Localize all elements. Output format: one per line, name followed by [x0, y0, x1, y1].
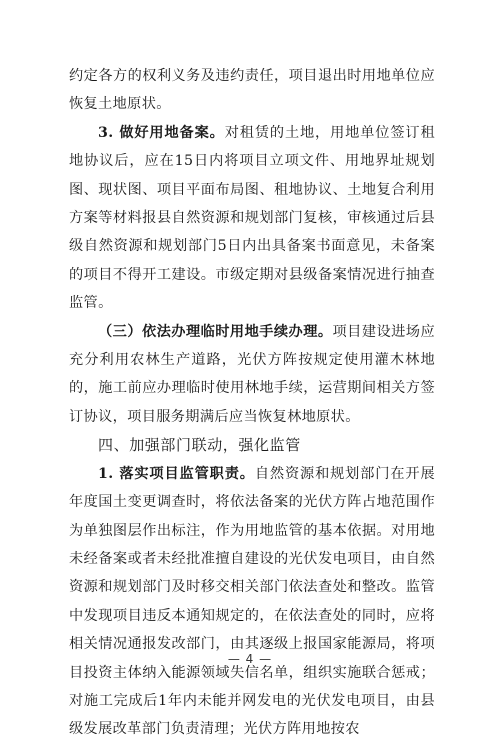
body-text — [69, 62, 435, 744]
paragraph-lead: 1. 落实项目监管职责。 — [98, 465, 255, 482]
paragraph-lead: 3. 做好用地备案。 — [98, 124, 225, 141]
paragraph-supervision — [69, 460, 435, 744]
paragraph-filing — [69, 119, 435, 318]
paragraph-text: 项目建设进场应充分利用农林生产道路，光伏方阵按规定使用灌木林地的，施工前应办理临时使用林地手续，运营期间相关方签订协议，项目服务期满后应当恢复林地原状。 — [69, 323, 435, 425]
paragraph-lead: （三）依法办理临时用地手续办理。 — [98, 323, 333, 340]
paragraph-text: 自然资源和规划部门在开展年度国土变更调查时，将依法备案的光伏方阵占地范围作为单独图层作出标注，作为用地监管的基本依据。对用地未经备案或者未经批准擅自建设的光伏发电项目，由自然资源和规划部门及时移交相关部门依法查处和整改。监管中发现项目违反本通知规定的，在依法查处的同时，应将相关情况通报发改部门，由其逐级上报国家能源局，将项目投资主体纳入能源领域失信名单，组织实施联合惩戒；对施工完成后1年内未能并网发电的光伏发电项目，由县级发展改革部门负责清理；光伏方阵用地按农 — [69, 465, 436, 738]
page-number: — 4 — — [227, 652, 273, 666]
paragraph-text: 对租赁的土地，用地单位签订租地协议后，应在15日内将项目立项文件、用地界址规划图、现状图、项目平面布局图、租地协议、土地复合利用方案等材料报县自然资源和规划部门复核，审核通过后县级自然资源和规划部门5日内出具备案书面意见，未备案的项目不得开工建设。市级定期对县级备案情况进行抽查监管。 — [69, 124, 435, 312]
section-heading: 四、加强部门联动，强化监管 — [98, 436, 301, 455]
paragraph-temporary-land — [69, 318, 435, 432]
paragraph-continuation — [69, 62, 435, 119]
paragraph-text: 约定各方的权利义务及违约责任，项目退出时用地单位应恢复土地原状。 — [69, 68, 435, 113]
